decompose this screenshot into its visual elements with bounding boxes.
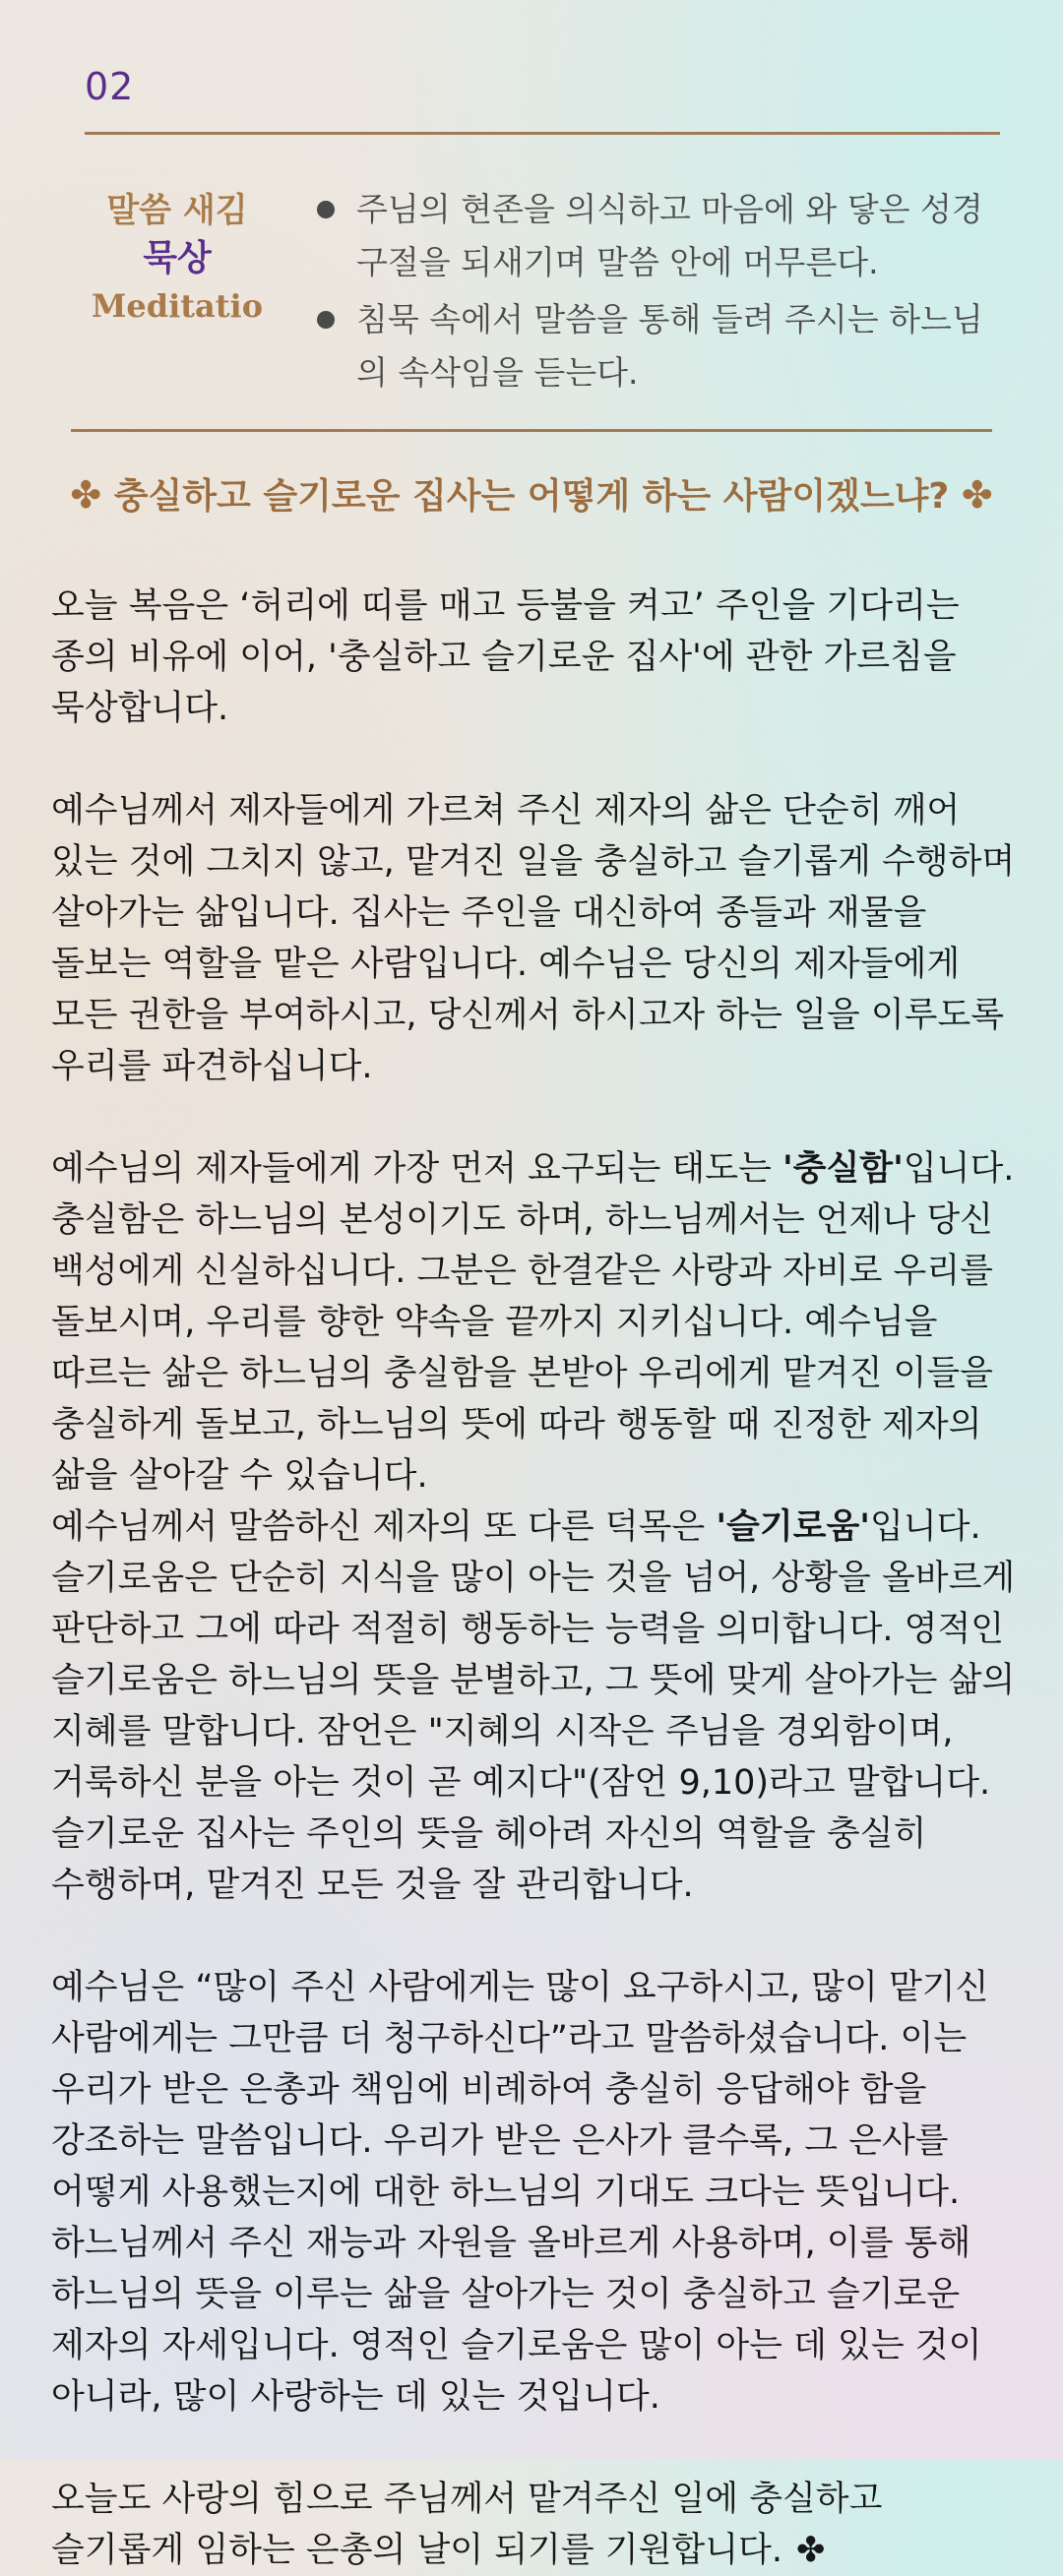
bullet-dot-icon bbox=[317, 201, 335, 218]
section-number: 02 bbox=[85, 65, 135, 108]
paragraph: 예수님께서 제자들에게 가르쳐 주신 제자의 삶은 단순히 깨어 있는 것에 그치지 않고, 맡겨진 일을 충실하고 슬기롭게 수행하며 살아가는 삶입니다. 집사는 주인을 대신하여 종들과 재물을 돌보는 역할을 맡은 사람입니다. 예수님은 당신의 제자들에게 모든 권한을 부여하시고, 당신께서 하시고자 하는 일을 이루도록 우리를 파견하십니다. bbox=[51, 791, 1016, 1086]
meditatio-label bbox=[79, 187, 276, 329]
paragraph-text: 예수님의 제자들에게 가장 먼저 요구되는 태도는 bbox=[51, 1149, 782, 1189]
label-latin: Meditatio bbox=[91, 287, 264, 325]
paragraph: 오늘 복음은 ‘허리에 띠를 매고 등불을 켜고’ 주인을 기다리는 종의 비유에 이어, '충실하고 슬기로운 집사'에 관한 가르침을 묵상합니다. bbox=[51, 586, 960, 728]
paragraph-text: 예수님께서 말씀하신 제자의 또 다른 덕목은 bbox=[51, 1507, 717, 1547]
reflection-heading bbox=[59, 468, 1004, 519]
divider-bottom bbox=[71, 429, 992, 432]
clover-end-icon: ✤ bbox=[795, 2531, 826, 2570]
paragraph-text: 입니다. 충실함은 하느님의 본성이기도 하며, 하느님께서는 언제나 당신 백성에게 신실하십니다. 그분은 한결같은 사랑과 자비로 우리를 돌보시며, 우리를 향한 약속을 끝까지 지키십니다. 예수님을 따르는 삶은 하느님의 충실함을 본받아 우리에게 맡겨진 이들을 충실하게 돌보고, 하느님의 뜻에 따라 행동할 때 진정한 제자의 삶을 살아갈 수 있습니다. bbox=[51, 1149, 1015, 1496]
instruction-text: 주님의 현존을 의식하고 마음에 와 닿은 성경구절을 되새기며 말씀 안에 머무른다. bbox=[356, 190, 983, 281]
instruction-item bbox=[313, 293, 1002, 399]
paragraph-text: 입니다. 슬기로움은 단순히 지식을 많이 아는 것을 넘어, 상황을 올바르게 판단하고 그에 따라 적절히 행동하는 능력을 의미합니다. 영적인 슬기로움은 하느님의 뜻을 분별하고, 그 뜻에 맞게 살아가는 삶의 지혜를 말합니다. 잠언은 "지혜의 시작은 주님을 경외함이며, 거룩하신 분을 아는 것이 곧 예지다"(잠언 9,10)라고 말합니다. 슬기로운 집사는 주인의 뜻을 헤아려 자신의 역할을 충실히 수행하며, 맡겨진 모든 것을 잘 관리합니다. bbox=[51, 1507, 1016, 1905]
label-korean: 말씀 새김 bbox=[106, 191, 248, 230]
reflection-body bbox=[51, 581, 1021, 2576]
heading-text: 충실하고 슬기로운 집사는 어떻게 하는 사람이겠느냐? bbox=[113, 476, 950, 517]
instruction-text: 침묵 속에서 말씀을 통해 들려 주시는 하느님의 속삭임을 듣는다. bbox=[356, 300, 983, 392]
instruction-item bbox=[313, 183, 1002, 289]
paragraph bbox=[51, 1502, 1021, 1911]
paragraph: 예수님은 “많이 주신 사람에게는 많이 요구하시고, 많이 맡기신 사람에게는 그만큼 더 청구하신다”라고 말씀하셨습니다. 이는 우리가 받은 은총과 책임에 비례하여 충실히 응답해야 함을 강조하는 말씀입니다. 우리가 받은 은사가 클수록, 그 은사를 어떻게 사용했는지에 대한 하느님의 기대도 크다는 뜻입니다. 하느님께서 주신 재능과 자원을 올바르게 사용하며, 이를 통해 하느님의 뜻을 이루는 삶을 살아가는 것이 충실하고 슬기로운 제자의 자세입니다. 영적인 슬기로움은 많이 아는 데 있는 것이 아니라, 많이 사랑하는 데 있는 것입니다. bbox=[51, 1968, 989, 2417]
divider-top bbox=[85, 132, 1000, 135]
paragraph-text: 오늘도 사랑의 힘으로 주님께서 맡겨주신 일에 충실하고 슬기롭게 임하는 은총의 날이 되기를 기원합니다. bbox=[51, 2480, 883, 2570]
paragraph bbox=[51, 2474, 1021, 2576]
emphasis-faithfulness: '충실함' bbox=[782, 1149, 904, 1189]
emphasis-wisdom: '슬기로움' bbox=[716, 1507, 871, 1547]
paragraph bbox=[51, 1143, 1021, 1502]
bullet-dot-icon bbox=[317, 311, 335, 329]
clover-ornament-icon: ✤ bbox=[70, 473, 102, 517]
label-main: 묵상 bbox=[143, 238, 212, 278]
instruction-list bbox=[313, 183, 1002, 403]
clover-ornament-icon: ✤ bbox=[961, 473, 993, 517]
